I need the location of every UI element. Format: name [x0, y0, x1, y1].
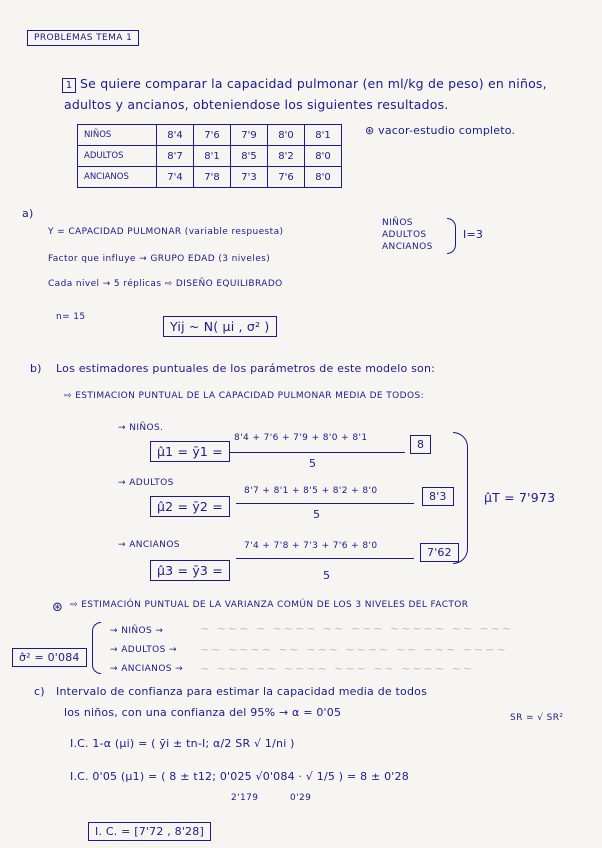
var-level-adultos: → ADULTOS →: [110, 645, 177, 655]
row-label: ANCIANOS: [78, 167, 157, 188]
row-label: NIÑOS: [78, 125, 157, 146]
table-cell: 8'5: [231, 146, 268, 167]
t-value: 2'179: [231, 793, 259, 803]
row-label: ADULTOS: [78, 146, 157, 167]
factor-line: Factor que influye → GRUPO EDAD (3 niveles): [48, 254, 271, 264]
table-cell: 7'6: [194, 125, 231, 146]
s-value: 0'29: [290, 793, 312, 803]
problem-statement-line1: [62, 76, 547, 93]
table-cell: 7'4: [157, 167, 194, 188]
level-ancianos: ANCIANOS: [382, 242, 433, 252]
group-tag-ninos: → NIÑOS.: [118, 423, 164, 433]
result-ancianos: 7'62: [420, 543, 459, 562]
table-cell: 7'6: [268, 167, 305, 188]
part-b-intro: Los estimadores puntuales de los parámetros de este modelo son:: [56, 362, 436, 375]
bleed-through-text: ~ ~~~ ~ ~~~~ ~~ ~~~ ~~~~~ ~~ ~~~: [200, 622, 514, 635]
var-level-ancianos: → ANCIANOS →: [110, 664, 184, 674]
group-tag-adultos: → ADULTOS: [118, 478, 174, 488]
bleed-through-text: ~~ ~~~~ ~~ ~~~ ~~~~ ~~ ~~~ ~~~~: [200, 643, 508, 656]
problem-statement-line2: adultos y ancianos, obteniendose los siguientes resultados.: [64, 97, 449, 112]
fraction-num: 7'4 + 7'8 + 7'3 + 7'6 + 8'0: [244, 541, 378, 551]
problem-number: 1: [62, 78, 76, 93]
levels-count: I=3: [463, 228, 484, 241]
table-cell: 8'2: [268, 146, 305, 167]
variance-brace: [92, 622, 101, 674]
ci-result: I. C. = [7'72 , 8'28]: [88, 822, 211, 841]
part-c-label: c): [34, 685, 45, 698]
result-adultos: 8'3: [422, 487, 454, 506]
result-ninos: 8: [410, 435, 431, 454]
table-cell: 7'3: [231, 167, 268, 188]
page-title: PROBLEMAS TEMA 1: [27, 30, 139, 46]
table-row: [78, 167, 342, 188]
statement-text-1: Se quiere comparar la capacidad pulmonar (en ml/kg de peso) en niños,: [80, 76, 547, 91]
ci-formula-general: I.C. 1-α (μi) = ( ȳi ± tn-I; α/2 SR √ 1/ni ): [70, 737, 295, 750]
table-row: [78, 125, 342, 146]
table-cell: 8'4: [157, 125, 194, 146]
part-c-line2: los niños, con una confianza del 95% → α = 0'05: [64, 706, 342, 719]
ci-formula-applied: I.C. 0'05 (μ1) = ( 8 ± t12; 0'025 √0'084 · √ 1/5 ) = 8 ± 0'28: [70, 770, 409, 783]
table-cell: 7'8: [194, 167, 231, 188]
table-cell: 7'9: [231, 125, 268, 146]
table-cell: 8'0: [268, 125, 305, 146]
fraction-num: 8'7 + 8'1 + 8'5 + 8'2 + 8'0: [244, 486, 378, 496]
sr-definition: SR = √ SR²: [510, 713, 564, 723]
group-tag-ancianos: → ANCIANOS: [118, 540, 180, 550]
mean-heading: ⇨ ESTIMACION PUNTUAL DE LA CAPACIDAD PULMONAR MEDIA DE TODOS:: [64, 391, 425, 401]
bleed-through-text: ~ ~~~ ~~ ~~~~ ~~~ ~~ ~~~~ ~~: [200, 662, 475, 675]
levels-brace: [447, 218, 456, 254]
var-level-ninos: → NIÑOS →: [110, 626, 164, 636]
part-c-line1: Intervalo de confianza para estimar la capacidad media de todos: [56, 685, 428, 698]
part-a-label: a): [22, 207, 34, 220]
sample-size: n= 15: [56, 312, 86, 322]
estimator-adultos: μ̂2 = ȳ2 =: [150, 496, 230, 517]
overall-mean: μ̂T = 7'973: [484, 490, 556, 505]
level-adultos: ADULTOS: [382, 230, 427, 240]
table-cell: 8'0: [305, 167, 342, 188]
y-definition: Y = CAPACIDAD PULMONAR (variable respuesta): [48, 227, 284, 237]
table-cell: 8'1: [194, 146, 231, 167]
replicas-line: Cada nivel → 5 réplicas ⇨ DISEÑO EQUILIBRADO: [48, 279, 283, 289]
table-row: [78, 146, 342, 167]
circled-star-icon: ⊛: [52, 600, 64, 615]
fraction-num: 8'4 + 7'6 + 7'9 + 8'0 + 8'1: [234, 433, 368, 443]
level-ninos: NIÑOS: [382, 218, 413, 228]
table-cell: 8'1: [305, 125, 342, 146]
fraction-line: [230, 452, 405, 453]
part-b-label: b): [30, 362, 42, 375]
fraction-den: 5: [309, 457, 317, 470]
table-cell: 8'7: [157, 146, 194, 167]
fraction-line: [236, 503, 414, 504]
data-table: [77, 124, 342, 188]
estimator-ninos: μ̂1 = ȳ1 =: [150, 441, 230, 462]
estimator-ancianos: μ̂3 = ȳ3 =: [150, 560, 230, 581]
model-box: Yij ~ N( μi , σ² ): [163, 316, 277, 337]
fraction-den: 5: [323, 569, 331, 582]
fraction-den: 5: [313, 508, 321, 521]
table-note: ⊛ vacor-estudio completo.: [365, 124, 516, 137]
variance-heading: ⇨ ESTIMACIÓN PUNTUAL DE LA VARIANZA COMÚN DE LOS 3 NIVELES DEL FACTOR: [70, 600, 469, 610]
table-cell: 8'0: [305, 146, 342, 167]
fraction-line: [236, 558, 414, 559]
variance-result: σ̂² = 0'084: [12, 648, 87, 667]
